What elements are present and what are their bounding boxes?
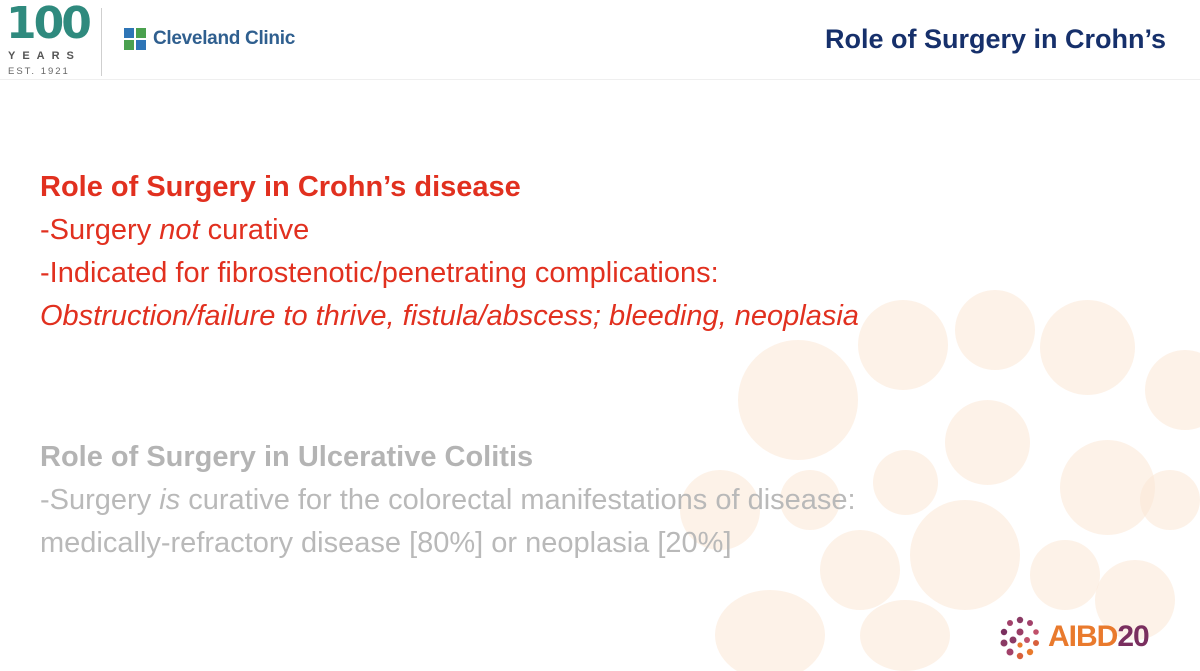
uc-line-1: -Surgery is curative for the colorectal manifestations of disease: [40, 484, 856, 516]
centennial-est: EST. 1921 [8, 66, 70, 77]
cleveland-clinic-name: Cleveland Clinic [153, 28, 295, 49]
centennial-number: 100 [6, 0, 89, 49]
header-rule [0, 79, 1200, 80]
uc-line-2: medically-refractory disease [80%] or neoplasia [20%] [40, 527, 732, 559]
crohns-heading: Role of Surgery in Crohn’s disease [40, 171, 521, 203]
cleveland-clinic-icon [124, 28, 146, 50]
cleveland-clinic-logo [124, 28, 295, 50]
uc-heading: Role of Surgery in Ulcerative Colitis [40, 441, 534, 473]
slide-title: Role of Surgery in Crohn’s [824, 24, 1166, 54]
decor-circle [860, 600, 950, 671]
aibd-dots-icon [996, 614, 1044, 662]
centennial-years: YEARS [8, 50, 81, 62]
slide-body [40, 166, 1160, 565]
crohns-line-3: Obstruction/failure to thrive, fistula/abscess; bleeding, neoplasia [40, 300, 859, 332]
aibd-wordmark: AIBD20 [1048, 620, 1149, 653]
slide-header [0, 0, 1200, 80]
crohns-line-2: -Indicated for fibrostenotic/penetrating complications: [40, 257, 719, 289]
crohns-line-1: -Surgery not curative [40, 214, 310, 246]
centennial-logo [6, 0, 98, 78]
decor-circle [715, 590, 825, 671]
logo-divider [101, 8, 102, 76]
aibd-logo [996, 614, 1196, 664]
